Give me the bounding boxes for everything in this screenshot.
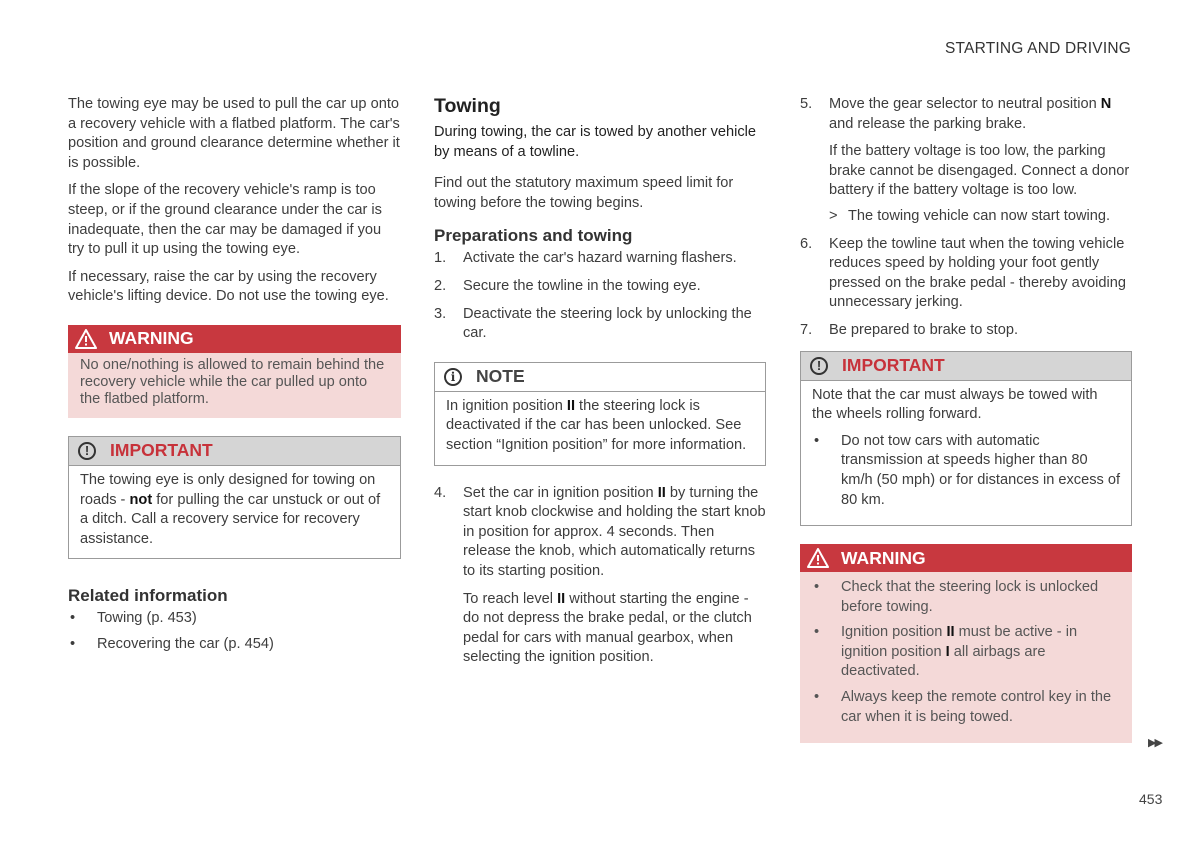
note-title: NOTE xyxy=(476,366,525,387)
steps-list xyxy=(434,249,766,343)
warning-header xyxy=(800,544,1132,572)
warning-title: WARNING xyxy=(841,547,926,568)
important-title: IMPORTANT xyxy=(110,440,213,461)
step: 6. Keep the towline taut when the towing vehicle reduces speed by holding your foot gently pressed on the brake pedal - thereby avoiding unnecessary jerking. xyxy=(800,235,1126,311)
step: 2. Secure the towline in the towing eye. xyxy=(434,277,701,294)
paragraph: If the slope of the recovery vehicle's ramp is too steep, or if the ground clearance under the car is inadequate, then the car may be damaged if you try to pull it up using the towing eye. xyxy=(68,182,382,258)
note-text: In ignition position II the steering lock is deactivated if the car has been unlocked. See section “Ignition position” for more information. xyxy=(446,397,747,453)
section-header: STARTING AND DRIVING xyxy=(944,40,1131,57)
important-header xyxy=(68,436,401,465)
step: 5. Move the gear selector to neutral position N and release the parking brake. xyxy=(800,96,1112,132)
important-bullets xyxy=(812,432,1120,510)
warning-text: No one/nothing is allowed to remain behind the recovery vehicle while the car pulled up onto the flatbed platform. xyxy=(80,356,385,407)
important-text: Note that the car must always be towed with the wheels rolling forward. xyxy=(812,386,1098,423)
page-number: 453 xyxy=(1139,791,1163,807)
paragraph: The towing eye may be used to pull the car up onto a recovery vehicle with a flatbed platform. The car's position and ground clearance determine whether it is possible. xyxy=(68,96,400,171)
column-left xyxy=(68,95,401,661)
bullet-item: • Check that the steering lock is unlocked before towing. xyxy=(814,579,1099,615)
important-text: The towing eye is only designed for towing on roads - not for pulling the car unstuck or out of a ditch. Call a recovery service for recovery assistance. xyxy=(80,471,381,547)
related-link-recovering[interactable]: • Recovering the car (p. 454) xyxy=(70,635,274,652)
info-circle-icon: i xyxy=(441,366,465,388)
step-subtext: To reach level II without starting the engine - do not depress the brake pedal, or the clutch pedal for cars with manual gearbox, when selecting the ignition position. xyxy=(463,590,752,666)
column-middle xyxy=(434,95,766,674)
related-heading: Related information xyxy=(68,586,228,606)
important-title: IMPORTANT xyxy=(842,355,945,376)
exclamation-circle-icon: ! xyxy=(807,355,831,377)
note-box xyxy=(434,362,766,466)
column-right xyxy=(800,95,1132,761)
exclamation-circle-icon: ! xyxy=(75,440,99,462)
step: 1. Activate the car's hazard warning flashers. xyxy=(434,250,737,267)
warning-box xyxy=(800,544,1132,743)
important-header xyxy=(800,351,1132,380)
warning-title: WARNING xyxy=(109,328,194,349)
step-result: > The towing vehicle can now start towing. xyxy=(829,207,1111,224)
preparations-heading: Preparations and towing xyxy=(434,226,633,246)
step: 4. Set the car in ignition position II by turning the start knob clockwise and holding the start knob in position for approx. 4 seconds. Then release the knob, which automatically returns to its starting position. xyxy=(434,484,766,579)
note-header xyxy=(434,362,766,392)
steps-list-continued xyxy=(800,95,1132,134)
lead-paragraph: During towing, the car is towed by another vehicle by means of a towline. xyxy=(434,124,757,160)
important-box xyxy=(68,436,401,559)
step: 7. Be prepared to brake to stop. xyxy=(800,321,1019,338)
warning-bullets xyxy=(812,578,1120,727)
related-link-towing[interactable]: • Towing (p. 453) xyxy=(70,610,197,627)
warning-header xyxy=(68,325,401,353)
related-list xyxy=(68,609,401,654)
steps-list-continued xyxy=(800,235,1132,341)
steps-list-continued xyxy=(434,484,766,582)
step-subtext: If the battery voltage is too low, the parking brake cannot be disengaged. Connect a donor battery if the battery voltage is too low. xyxy=(829,143,1130,199)
warning-box xyxy=(68,325,401,418)
section-title: Towing xyxy=(434,95,501,117)
warning-triangle-icon xyxy=(806,547,830,569)
paragraph: Find out the statutory maximum speed limit for towing before the towing begins. xyxy=(434,175,734,211)
bullet-item: • Ignition position II must be active - in ignition position I all airbags are deactivated. xyxy=(814,624,1078,680)
step: 3. Deactivate the steering lock by unlocking the car. xyxy=(434,305,752,342)
bullet-item: • Always keep the remote control key in the car when it is being towed. xyxy=(814,689,1112,725)
double-arrow-right-icon[interactable]: ▶▶ xyxy=(1148,737,1161,749)
bullet-item: • Do not tow cars with automatic transmission at speeds higher than 80 km/h (50 mph) or for distances in excess of 80 km. xyxy=(814,432,1121,508)
important-box xyxy=(800,351,1132,527)
warning-triangle-icon xyxy=(74,328,98,350)
paragraph: If necessary, raise the car by using the recovery vehicle's lifting device. Do not use the towing eye. xyxy=(68,268,389,305)
